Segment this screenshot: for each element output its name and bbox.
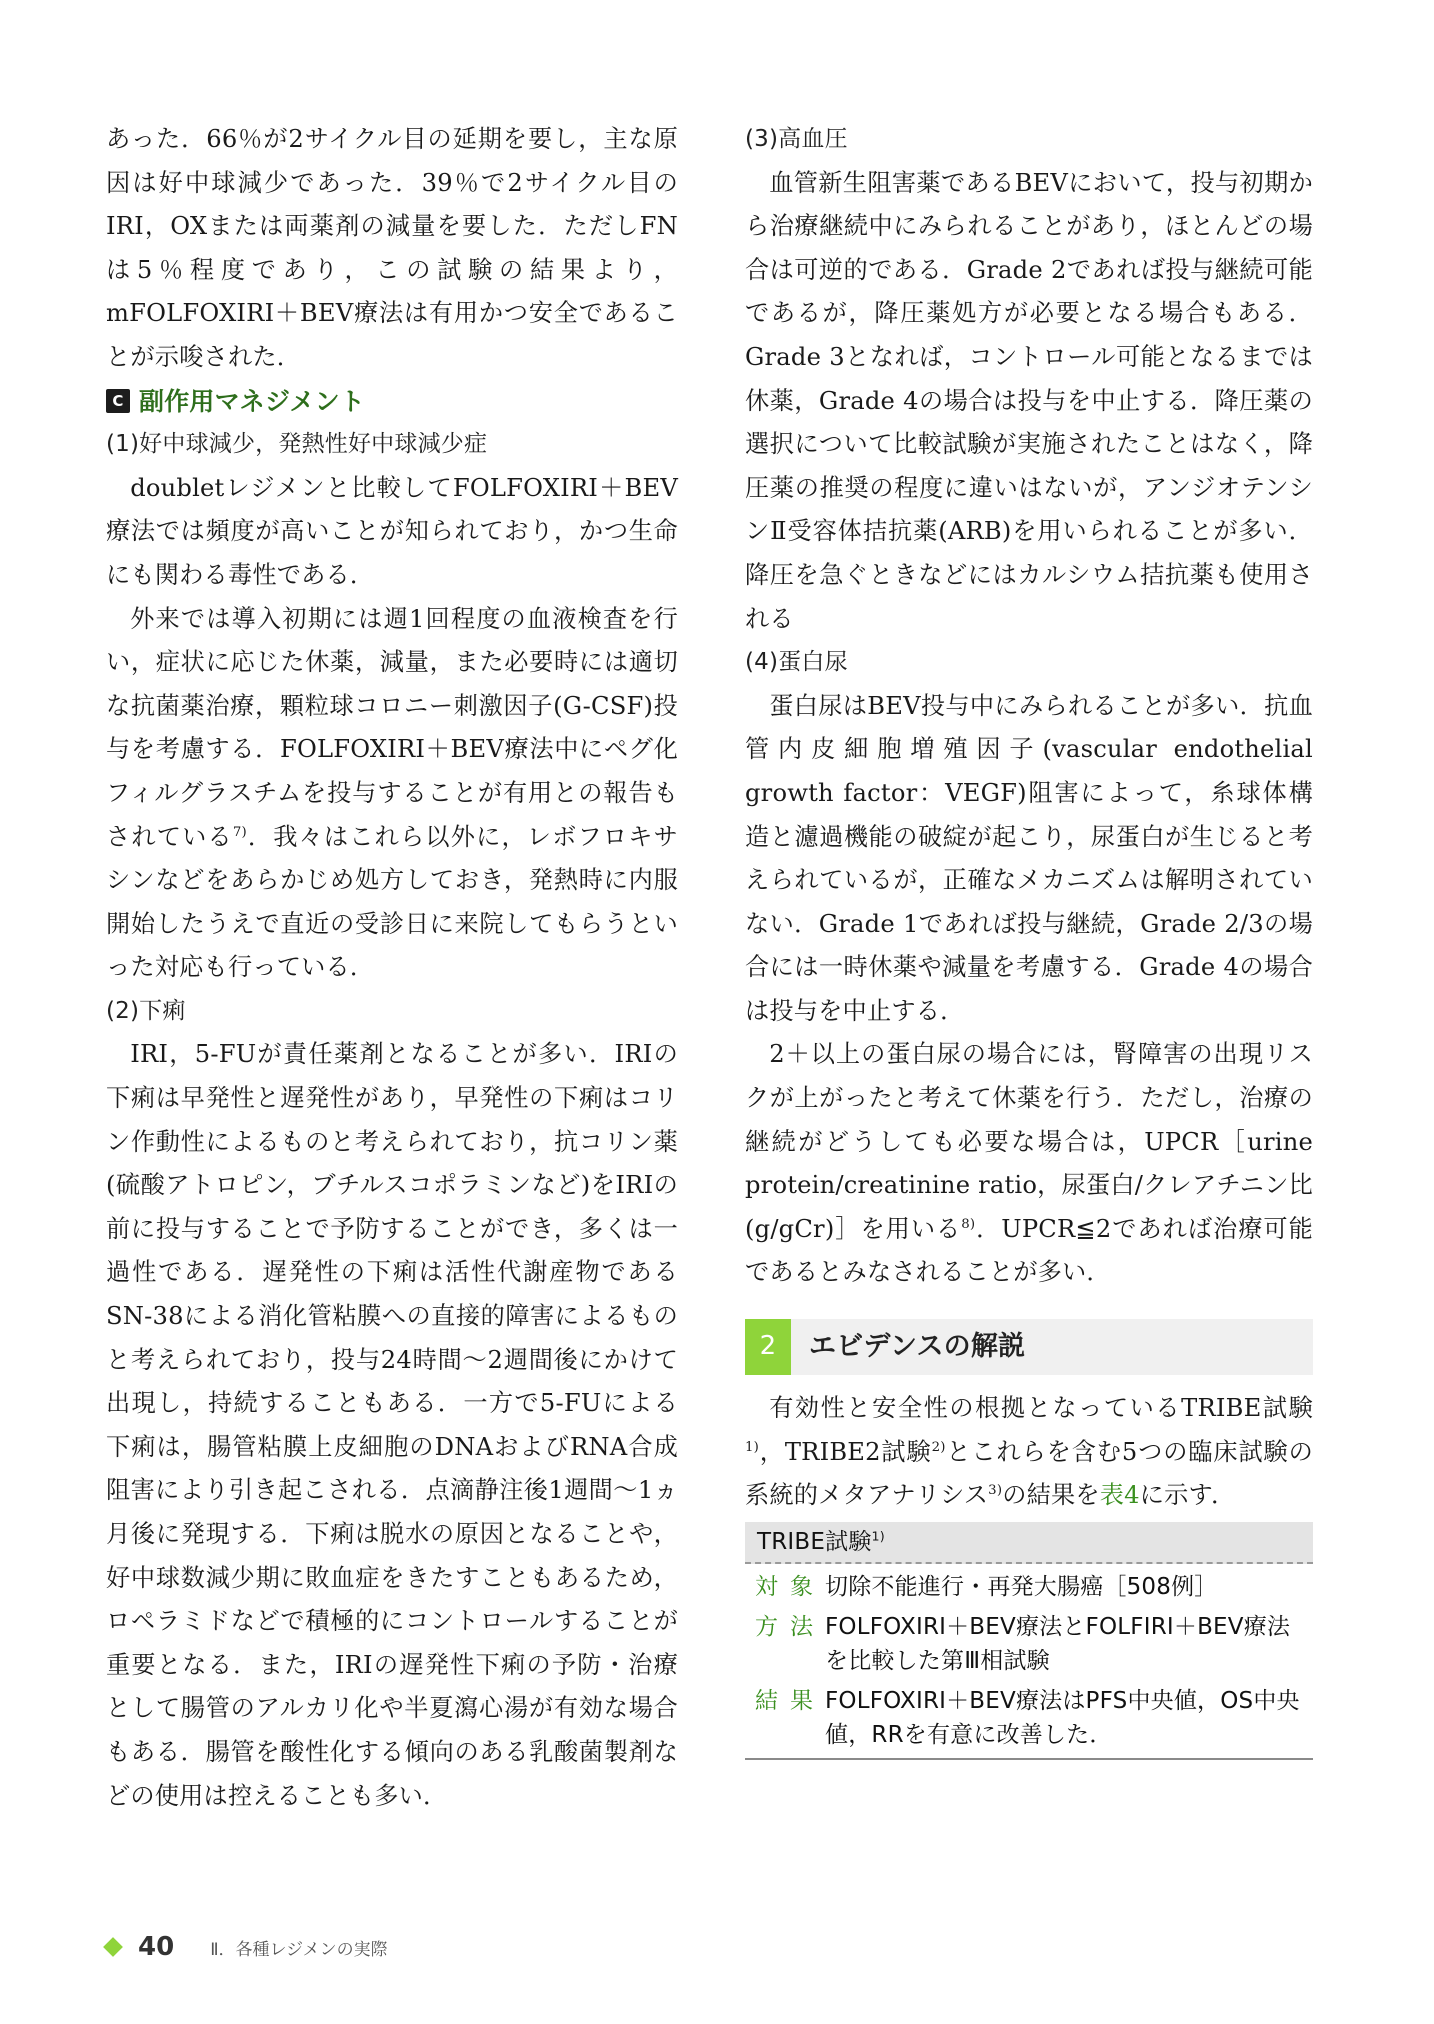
subsection-title: (1)好中球減少，発熱性好中球減少症 (106, 431, 488, 458)
reference-mark: 8) (961, 1216, 976, 1232)
trial-row (745, 1564, 1313, 1604)
section-title: 副作用マネジメント (139, 386, 366, 416)
paragraph-text: 外来では導入初期には週1回程度の血液検査を行い，症状に応じた休薬，減量，また必要時には適切な抗菌薬治療，顆粒球コロニー刺激因子(G-CSF)投与を考慮する．FOLFOXIRI＋BEV療法中にペグ化フィルグラスチムを投与することが有用との報告もされている (106, 604, 678, 851)
paragraph-text: に示す． (1139, 1481, 1236, 1510)
paragraph: 血管新生阻害薬であるBEVにおいて，投与初期から治療継続中にみられることがあり，ほとんどの場合は可逆的である．Grade 2であれば投与継続可能であるが，降圧薬処方が必要となる場合もある．Grade 3となれば，コントロール可能となるまでは休薬，Grade 4の場合は投与を中止する．降圧薬の選択について比較試験が実施されたことはなく，降圧薬の推奨の程度に違いはないが，アンジオテンシンⅡ受容体拮抗薬(ARB)を用いられることが多い．降圧を急ぐときなどにはカルシウム拮抗薬も使用される (745, 168, 1313, 633)
trial-row-key: 方法 (755, 1613, 825, 1640)
subsection-title: (4)蛋白尿 (745, 649, 848, 676)
diamond-icon (103, 1937, 123, 1957)
paragraph: IRI，5-FUが責任薬剤となることが多い．IRIの下痢は早発性と遅発性があり，早発性の下痢はコリン作動性によるものと考えられており，抗コリン薬(硫酸アトロピン，ブチルスコポラミンなど)をIRIの前に投与することで予防することができ，多くは一過性である．遅発性の下痢は活性代謝産物であるSN-38による消化管粘膜への直接的障害によるものと考えられており，投与24時間〜2週間後にかけて出現し，持続することもある．一方で5-FUによる下痢は，腸管粘膜上皮細胞のDNAおよびRNA合成阻害により引き起こされる．点滴静注後1週間〜1ヵ月後に発現する．下痢は脱水の原因となることや，好中球数減少期に敗血症をきたすこともあるため，ロペラミドなどで積極的にコントロールすることが重要となる．また，IRIの遅発性下痢の予防・治療として腸管のアルカリ化や半夏瀉心湯が有効な場合もある．腸管を酸性化する傾向のある乳酸菌製剤などの使用は控えることも多い． (106, 1040, 678, 1810)
reference-mark: 7) (232, 824, 247, 840)
trial-row-key: 対象 (755, 1573, 825, 1600)
section-2-heading (745, 1319, 1313, 1375)
reference-mark: 1) (745, 1439, 760, 1455)
section-badge: C (106, 389, 130, 413)
trial-row-value: 切除不能進行・再発大腸癌［508例］ (825, 1573, 1218, 1600)
page-number: 40 (138, 1932, 175, 1962)
trial-title (745, 1522, 1313, 1564)
right-column (745, 118, 1313, 1760)
reference-mark: 1) (871, 1528, 885, 1544)
table-4-link[interactable]: 表4 (1099, 1481, 1140, 1510)
trial-title-text: TRIBE試験 (757, 1528, 872, 1555)
trial-row (745, 1604, 1313, 1678)
reference-mark: 2) (931, 1439, 946, 1455)
reference-mark: 3) (988, 1483, 1003, 1499)
paragraph (106, 598, 678, 990)
trial-row (745, 1678, 1313, 1752)
paragraph: あった．66％が2サイクル目の延期を要し，主な原因は好中球減少であった．39％で2サイクル目のIRI，OXまたは両薬剤の減量を要した．ただしFNは5％程度であり，この試験の結果より，mFOLFOXIRI＋BEV療法は有用かつ安全であることが示唆された． (106, 125, 678, 371)
trial-box-bottom-rule (745, 1758, 1313, 1760)
trial-row-value: FOLFOXIRI＋BEV療法とFOLFIRI＋BEV療法を比較した第Ⅲ相試験 (825, 1613, 1291, 1674)
paragraph (745, 1033, 1313, 1295)
trial-summary-box (745, 1522, 1313, 1760)
running-title: Ⅱ．各種レジメンの実際 (210, 1939, 388, 1960)
paragraph-text: とこれらを含む5つの臨床試験の系統的メタアナリシス (745, 1437, 1313, 1510)
trial-row-value: FOLFOXIRI＋BEV療法はPFS中央値，OS中央値，RRを有意に改善した． (825, 1687, 1300, 1748)
paragraph-text: 2＋以上の蛋白尿の場合には，腎障害の出現リスクが上がったと考えて休薬を行う．ただし，治療の継続がどうしても必要な場合は，UPCR［urine protein/creatinine ratio，尿蛋白/クレアチニン比(g/gCr)］を用いる (745, 1040, 1313, 1243)
page-footer (106, 1932, 388, 1962)
paragraph-text: の結果を (1002, 1481, 1100, 1510)
paragraph: 蛋白尿はBEV投与中にみられることが多い．抗血管内皮細胞増殖因子(vascular endothelial growth factor：VEGF)阻害によって，糸球体構造と濾過機能の破綻が起こり，尿蛋白が生じると考えられているが，正確なメカニズムは解明されていない．Grade 1であれば投与継続，Grade 2/3の場合には一時休薬や減量を考慮する．Grade 4の場合は投与を中止する． (745, 691, 1313, 1025)
paragraph-text: ，TRIBE2試験 (759, 1437, 932, 1466)
subsection-title: (2)下痢 (106, 997, 186, 1024)
left-column (106, 118, 678, 1818)
paragraph: doubletレジメンと比較してFOLFOXIRI＋BEV療法では頻度が高いことが知られており，かつ生命にも関わる毒性である． (106, 473, 678, 589)
paragraph-text: ．UPCR≦2であれば治療可能であるとみなされることが多い． (745, 1214, 1313, 1287)
paragraph-text: ．我々はこれら以外に，レボフロキサシンなどをあらかじめ処方しておき，発熱時に内服開始したうえで直近の受診日に来院してもらうといった対応も行っている． (106, 822, 678, 982)
section-title: エビデンスの解説 (809, 1331, 1026, 1363)
section-number: 2 (745, 1319, 791, 1375)
paragraph (745, 1387, 1313, 1518)
trial-row-key: 結果 (755, 1687, 825, 1714)
section-heading-c (106, 380, 678, 424)
paragraph-text: 有効性と安全性の根拠となっているTRIBE試験 (769, 1394, 1313, 1423)
subsection-title: (3)高血圧 (745, 126, 848, 152)
